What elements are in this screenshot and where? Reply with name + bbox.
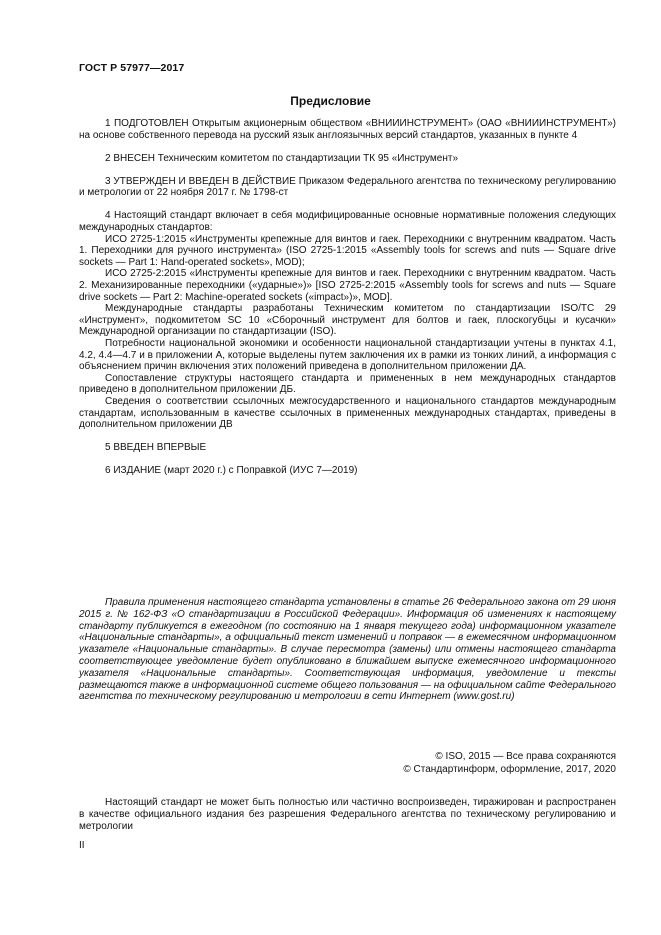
item-4-national-needs: Потребности национальной экономики и особенности национальной стандартизации учтены в пунктах 4.1, 4.2, 4.4—4.7 и в приложении А, которые выделены путем заключения их в рамки из тонких линий, а информация с объяснением причин включения этих положений приведена в дополнительном приложении ДА.	[79, 338, 616, 373]
item-4-intro: 4 Настоящий стандарт включает в себя модифицированные основные нормативные положения следующих международных стандартов:	[79, 210, 616, 234]
item-4-references: Сведения о соответствии ссылочных межгосударственного и национального стандартов международным стандартам, использованным в качестве ссылочных в примененных международных стандартах, приведены в дополнительном приложении ДВ	[79, 395, 616, 431]
item-3: 3 УТВЕРЖДЕН И ВВЕДЕН В ДЕЙСТВИЕ Приказом Федерального агентства по техническому регулированию и метрологии от 22 ноября 2017 г. № 1798-ст	[79, 175, 616, 199]
copyright-iso: © ISO, 2015 — Все права сохраняются	[435, 751, 616, 762]
standard-application-notice: Правила применения настоящего стандарта установлены в статье 26 Федерального закона от 29 июня 2015 г. № 162-ФЗ «О стандартизации в Российской Федерации». Информация об изменениях к настоящему стандарту публикуется в ежегодном (по состоянию на 1 января текущего года) информационном указателе «Национальные стандарты», а официальный текст изменений и поправок — в ежемесячном информационном указателе «Национальные стандарты». В случае пересмотра (замены) или отмены настоящего стандарта соответствующее уведомление будет опубликовано в ближайшем выпуске ежемесячного информационного указателя «Национальные стандарты». Соответствующая информация, уведомление и тексты размещаются также в информационной системе общего пользования — на официальном сайте Федерального агентства по техническому регулированию и метрологии в сети Интернет (www.gost.ru)	[79, 597, 616, 703]
copyright-block	[403, 750, 616, 776]
page-title: Предисловие	[290, 94, 371, 108]
item-5: 5 ВВЕДЕН ВПЕРВЫЕ	[105, 442, 207, 454]
item-4-iso-2: ИСО 2725-2:2015 «Инструменты крепежные для винтов и гаек. Переходники с внутренним квадратом. Часть 2. Механизированные переходники («ударные»)» [ISO 2725-2:2015 «Assembly tools for screws and nuts — Square drive sockets — Part 2: Machine-operated sockets («impact»)», MOD].	[79, 268, 616, 303]
item-4-structure: Сопоставление структуры настоящего стандарта и примененных в нем международных стандартов приведено в дополнительном приложении ДБ.	[79, 372, 616, 396]
page-number: II	[79, 840, 85, 851]
item-1: 1 ПОДГОТОВЛЕН Открытым акционерным обществом «ВНИИИНСТРУМЕНТ» (ОАО «ВНИИИНСТРУМЕНТ») на основе собственного перевода на русский язык англоязычных версий стандартов, указанных в пункте 4	[79, 118, 616, 141]
document-code: ГОСТ Р 57977—2017	[79, 62, 185, 74]
reproduction-notice: Настоящий стандарт не может быть полностью или частично воспроизведен, тиражирован и распространен в качестве официального издания без разрешения Федерального агентства по техническому регулированию и метрологии	[79, 797, 616, 832]
item-4-committee: Международные стандарты разработаны Техническим комитетом по стандартизации ISO/TC 29 «Инструмент», подкомитетом SC 10 «Сборочный инструмент для болтов и гаек, плоскогубцы и кусачки» Международной организации по стандартизации (ISO).	[79, 303, 616, 338]
item-6: 6 ИЗДАНИЕ (март 2020 г.) с Поправкой (ИУС 7—2019)	[105, 465, 358, 477]
foreword-body	[79, 118, 616, 477]
item-2: 2 ВНЕСЕН Техническим комитетом по стандартизации ТК 95 «Инструмент»	[105, 152, 459, 164]
copyright-standartinform: © Стандартинформ, оформление, 2017, 2020	[403, 764, 616, 775]
item-4-iso-1: ИСО 2725-1:2015 «Инструменты крепежные для винтов и гаек. Переходники с внутренним квадратом. Часть 1. Переходники для ручного инструмента» (ISO 2725-1:2015 «Assembly tools for screws and nuts — Square drive sockets — Part 1: Hand-operated sockets», MOD);	[79, 233, 616, 268]
